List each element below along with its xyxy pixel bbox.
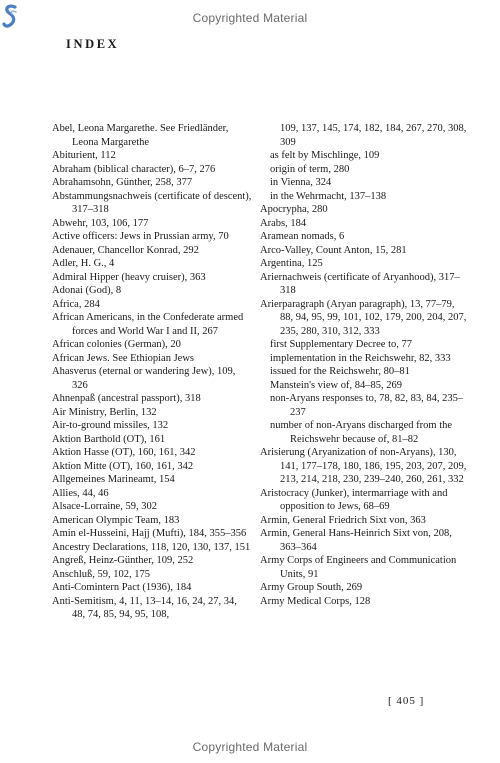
index-subentry: as felt by Mischlinge, 109 bbox=[270, 150, 380, 161]
index-entry: Abrahamsohn, Günther, 258, 377 bbox=[52, 177, 193, 188]
index-entry-continued: 109, 137, 145, 174, 182, 184, 267, 270, 308, 309 bbox=[280, 123, 467, 148]
index-entry: Amin el-Husseini, Hajj (Mufti), 184, 355–356 bbox=[52, 528, 247, 539]
index-entry: Anschluß, 59, 102, 175 bbox=[52, 568, 150, 580]
index-entry: Army Medical Corps, 128 bbox=[260, 595, 371, 607]
index-entry: American Olympic Team, 183 bbox=[52, 514, 180, 526]
index-entry: Admiral Hipper (heavy cruiser), 363 bbox=[52, 271, 206, 283]
index-entry: Armin, General Friedrich Sixt von, 363 bbox=[260, 514, 426, 526]
index-entry: Air Ministry, Berlin, 132 bbox=[52, 406, 157, 418]
index-entry: Armin, General Hans-Heinrich Sixt von, 208, 363–364 bbox=[260, 528, 452, 553]
index-subentry: non-Aryans responses to, 78, 82, 83, 84, 235–237 bbox=[270, 393, 464, 418]
index-entry: African Americans, in the Confederate armed forces and World War I and II, 267 bbox=[52, 312, 244, 337]
index-entry: Alsace-Lorraine, 59, 302 bbox=[52, 501, 157, 512]
index-entry: Adler, H. G., 4 bbox=[52, 258, 115, 269]
index-entry: Arisierung (Aryanization of non-Aryans), 130, 141, 177–178, 180, 186, 195, 203, 207, 209, 213, 214, 218, 230, 239–240, 260, 261, 332 bbox=[260, 447, 467, 485]
index-entry: Aktion Mitte (OT), 160, 161, 342 bbox=[52, 460, 194, 472]
index-entry: Arco-Valley, Count Anton, 15, 281 bbox=[260, 244, 407, 256]
index-entry: Aramean nomads, 6 bbox=[260, 231, 345, 242]
index-entry: Anti-Comintern Pact (1936), 184 bbox=[52, 582, 192, 593]
index-entry: Arierparagraph (Aryan paragraph), 13, 77–79, 88, 94, 95, 99, 101, 102, 179, 200, 204, 207, 235, 280, 310, 312, 333 bbox=[260, 298, 467, 337]
index-subentry: first Supplementary Decree to, 77 bbox=[270, 339, 412, 350]
copyright-banner-bottom: Copyrighted Material bbox=[192, 740, 308, 754]
index-entry: Apocrypha, 280 bbox=[260, 204, 328, 215]
index-subentry: Manstein's view of, 84–85, 269 bbox=[270, 379, 402, 391]
index-entry: Army Group South, 269 bbox=[260, 582, 363, 593]
index-subentry: in the Wehrmacht, 137–138 bbox=[270, 190, 387, 202]
index-entry: Active officers: Jews in Prussian army, 70 bbox=[52, 231, 229, 242]
index-entry: Allgemeines Marineamt, 154 bbox=[52, 474, 175, 485]
index-entry: Abiturient, 112 bbox=[52, 150, 116, 161]
index-entry: Adonai (God), 8 bbox=[52, 285, 122, 296]
index-entry: Aristocracy (Junker), intermarriage with and opposition to Jews, 68–69 bbox=[260, 487, 448, 512]
index-entry: Ancestry Declarations, 118, 120, 130, 137, 151 bbox=[52, 541, 251, 553]
index-column-right bbox=[260, 122, 470, 608]
index-entry: Arabs, 184 bbox=[260, 217, 307, 229]
index-subentry: in Vienna, 324 bbox=[270, 177, 332, 188]
index-subentry: number of non-Aryans discharged from the Reichswehr because of, 81–82 bbox=[270, 420, 453, 445]
index-entry: Army Corps of Engineers and Communication Units, 91 bbox=[260, 555, 457, 580]
index-subentry: implementation in the Reichswehr, 82, 333 bbox=[270, 352, 451, 364]
page-title: INDEX bbox=[66, 37, 120, 51]
index-entry: Anti-Semitism, 4, 11, 13–14, 16, 24, 27, 34, 48, 74, 85, 94, 95, 108, bbox=[52, 595, 237, 620]
index-entry: Africa, 284 bbox=[52, 298, 100, 310]
index-entry: Aktion Hasse (OT), 160, 161, 342 bbox=[52, 447, 196, 458]
index-entry: Aktion Barthold (OT), 161 bbox=[52, 433, 166, 445]
index-entry: Ahnenpaß (ancestral passport), 318 bbox=[52, 393, 201, 404]
index-entry: Ahasverus (eternal or wandering Jew), 109, 326 bbox=[52, 366, 236, 391]
index-entry: Air-to-ground missiles, 132 bbox=[52, 420, 169, 431]
index-entry: Allies, 44, 46 bbox=[52, 487, 109, 499]
index-entry: Ariernachweis (certificate of Aryanhood), 317–318 bbox=[260, 271, 460, 296]
index-entry: African colonies (German), 20 bbox=[52, 339, 181, 350]
index-subentry: issued for the Reichswehr, 80–81 bbox=[270, 366, 410, 377]
copyright-banner-top: Copyrighted Material bbox=[192, 11, 308, 25]
index-entry: Adenauer, Chancellor Konrad, 292 bbox=[52, 244, 199, 256]
index-entry: Argentina, 125 bbox=[260, 258, 323, 269]
index-entry: Abraham (biblical character), 6–7, 276 bbox=[52, 163, 216, 175]
index-subentry: origin of term, 280 bbox=[270, 163, 350, 175]
index-entry: Abwehr, 103, 106, 177 bbox=[52, 217, 149, 229]
index-entry: African Jews. See Ethiopian Jews bbox=[52, 352, 195, 364]
index-entry: Angreß, Heinz-Günther, 109, 252 bbox=[52, 555, 194, 566]
index-column-left bbox=[52, 122, 252, 622]
page-number: [ 405 ] bbox=[388, 695, 425, 707]
index-entry: Abel, Leona Margarethe. See Friedländer, Leona Margarethe bbox=[52, 123, 229, 148]
index-entry: Abstammungsnachweis (certificate of descent), 317–318 bbox=[52, 190, 252, 215]
